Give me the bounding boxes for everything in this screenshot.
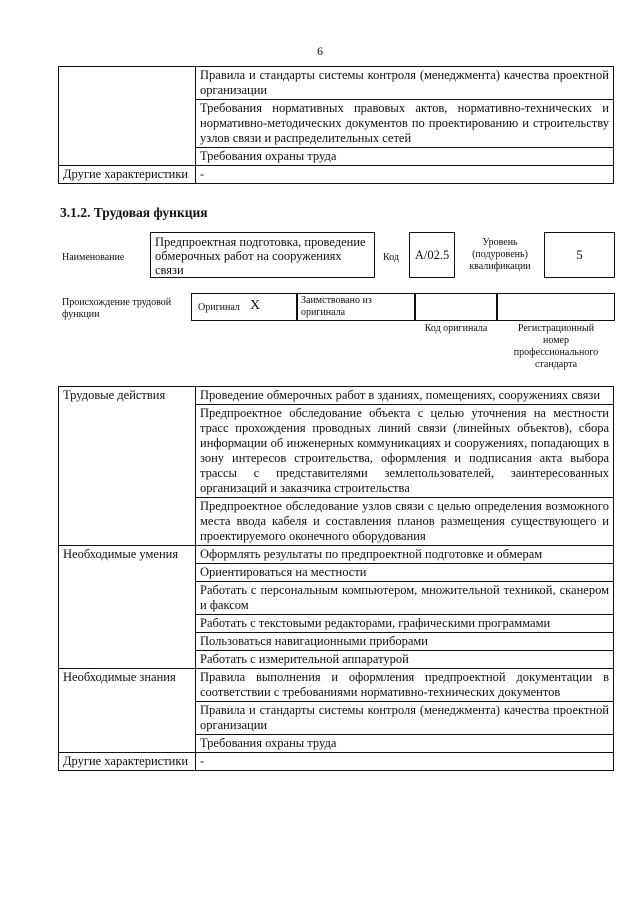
row-item: Требования охраны труда (196, 735, 614, 753)
function-name-box: Предпроектная подготовка, проведение обмерочных работ на сооружениях связи (150, 232, 375, 278)
origin-label: Происхождение трудовой функции (62, 297, 172, 320)
row-label: Другие характеристики (59, 166, 196, 184)
row-label: Другие характеристики (59, 753, 196, 771)
row-item: Предпроектное обследование объекта с целью уточнения на местности трасс прохождения проводных линий связи (линейных объектов), сбора информации об инженерных коммуникациях и сооружениях, попадающих в зону интересов строительства, оформления и подписания акта выбора трассы с представителями землепользователей, заинтересованных организаций и заказчика строительства (196, 405, 614, 498)
table-row (59, 546, 614, 564)
top-table-body (59, 67, 614, 184)
table-row (59, 166, 614, 184)
row-item: Пользоваться навигационными приборами (196, 633, 614, 651)
row-label: Необходимые знания (59, 669, 196, 753)
top-characteristics-table (58, 66, 614, 184)
table-row (59, 753, 614, 771)
name-label: Наименование (62, 252, 125, 263)
row-label: Необходимые умения (59, 546, 196, 669)
page-number: 6 (317, 44, 323, 58)
row-label: Трудовые действия (59, 387, 196, 546)
original-label: Оригинал (198, 302, 240, 313)
row-item: Работать с текстовыми редакторами, графическими программами (196, 615, 614, 633)
registration-number-cell (497, 293, 615, 321)
table-row (59, 387, 614, 405)
row-item: Правила и стандарты системы контроля (менеджмента) качества проектной организации (196, 702, 614, 735)
section-title: 3.1.2. Трудовая функция (60, 205, 208, 220)
qualification-level-box: 5 (544, 232, 615, 278)
function-code-box: A/02.5 (409, 232, 455, 278)
row-item: Работать с персональным компьютером, множительной техникой, сканером и факсом (196, 582, 614, 615)
borrowed-cell: Заимствовано из оригинала (297, 293, 415, 321)
main-table-body (59, 387, 614, 771)
row-label (59, 67, 196, 166)
row-item: Правила выполнения и оформления предпроектной документации в соответствии с требованиями нормативно-технических документов (196, 669, 614, 702)
row-item: Оформлять результаты по предпроектной подготовке и обмерам (196, 546, 614, 564)
row-item: - (196, 166, 614, 184)
row-item: Предпроектное обследование узлов связи с целью определения возможного места ввода кабеля и составления планов размещения существующего и проектируемого оконечного оборудования (196, 498, 614, 546)
original-cell (191, 293, 297, 321)
code-original-label: Код оригинала (424, 323, 488, 334)
row-item: Требования нормативных правовых актов, нормативно-технических и нормативно-методических документов по проектированию и строительству узлов связи и распределительных сетей (196, 100, 614, 148)
row-item: Работать с измерительной аппаратурой (196, 651, 614, 669)
table-row (59, 67, 614, 100)
registration-number-label: Регистрационный номер профессионального стандарта (513, 323, 599, 370)
row-item: Проведение обмерочных работ в зданиях, помещениях, сооружениях связи (196, 387, 614, 405)
code-original-cell (415, 293, 497, 321)
row-item: Правила и стандарты системы контроля (менеджмента) качества проектной организации (196, 67, 614, 100)
qualification-level-label: Уровень (подуровень) квалификации (469, 237, 531, 272)
row-item: Требования охраны труда (196, 148, 614, 166)
code-label: Код (383, 252, 399, 263)
labor-function-table (58, 386, 614, 771)
row-item: Ориентироваться на местности (196, 564, 614, 582)
original-mark: X (250, 298, 261, 313)
row-item: - (196, 753, 614, 771)
table-row (59, 669, 614, 702)
